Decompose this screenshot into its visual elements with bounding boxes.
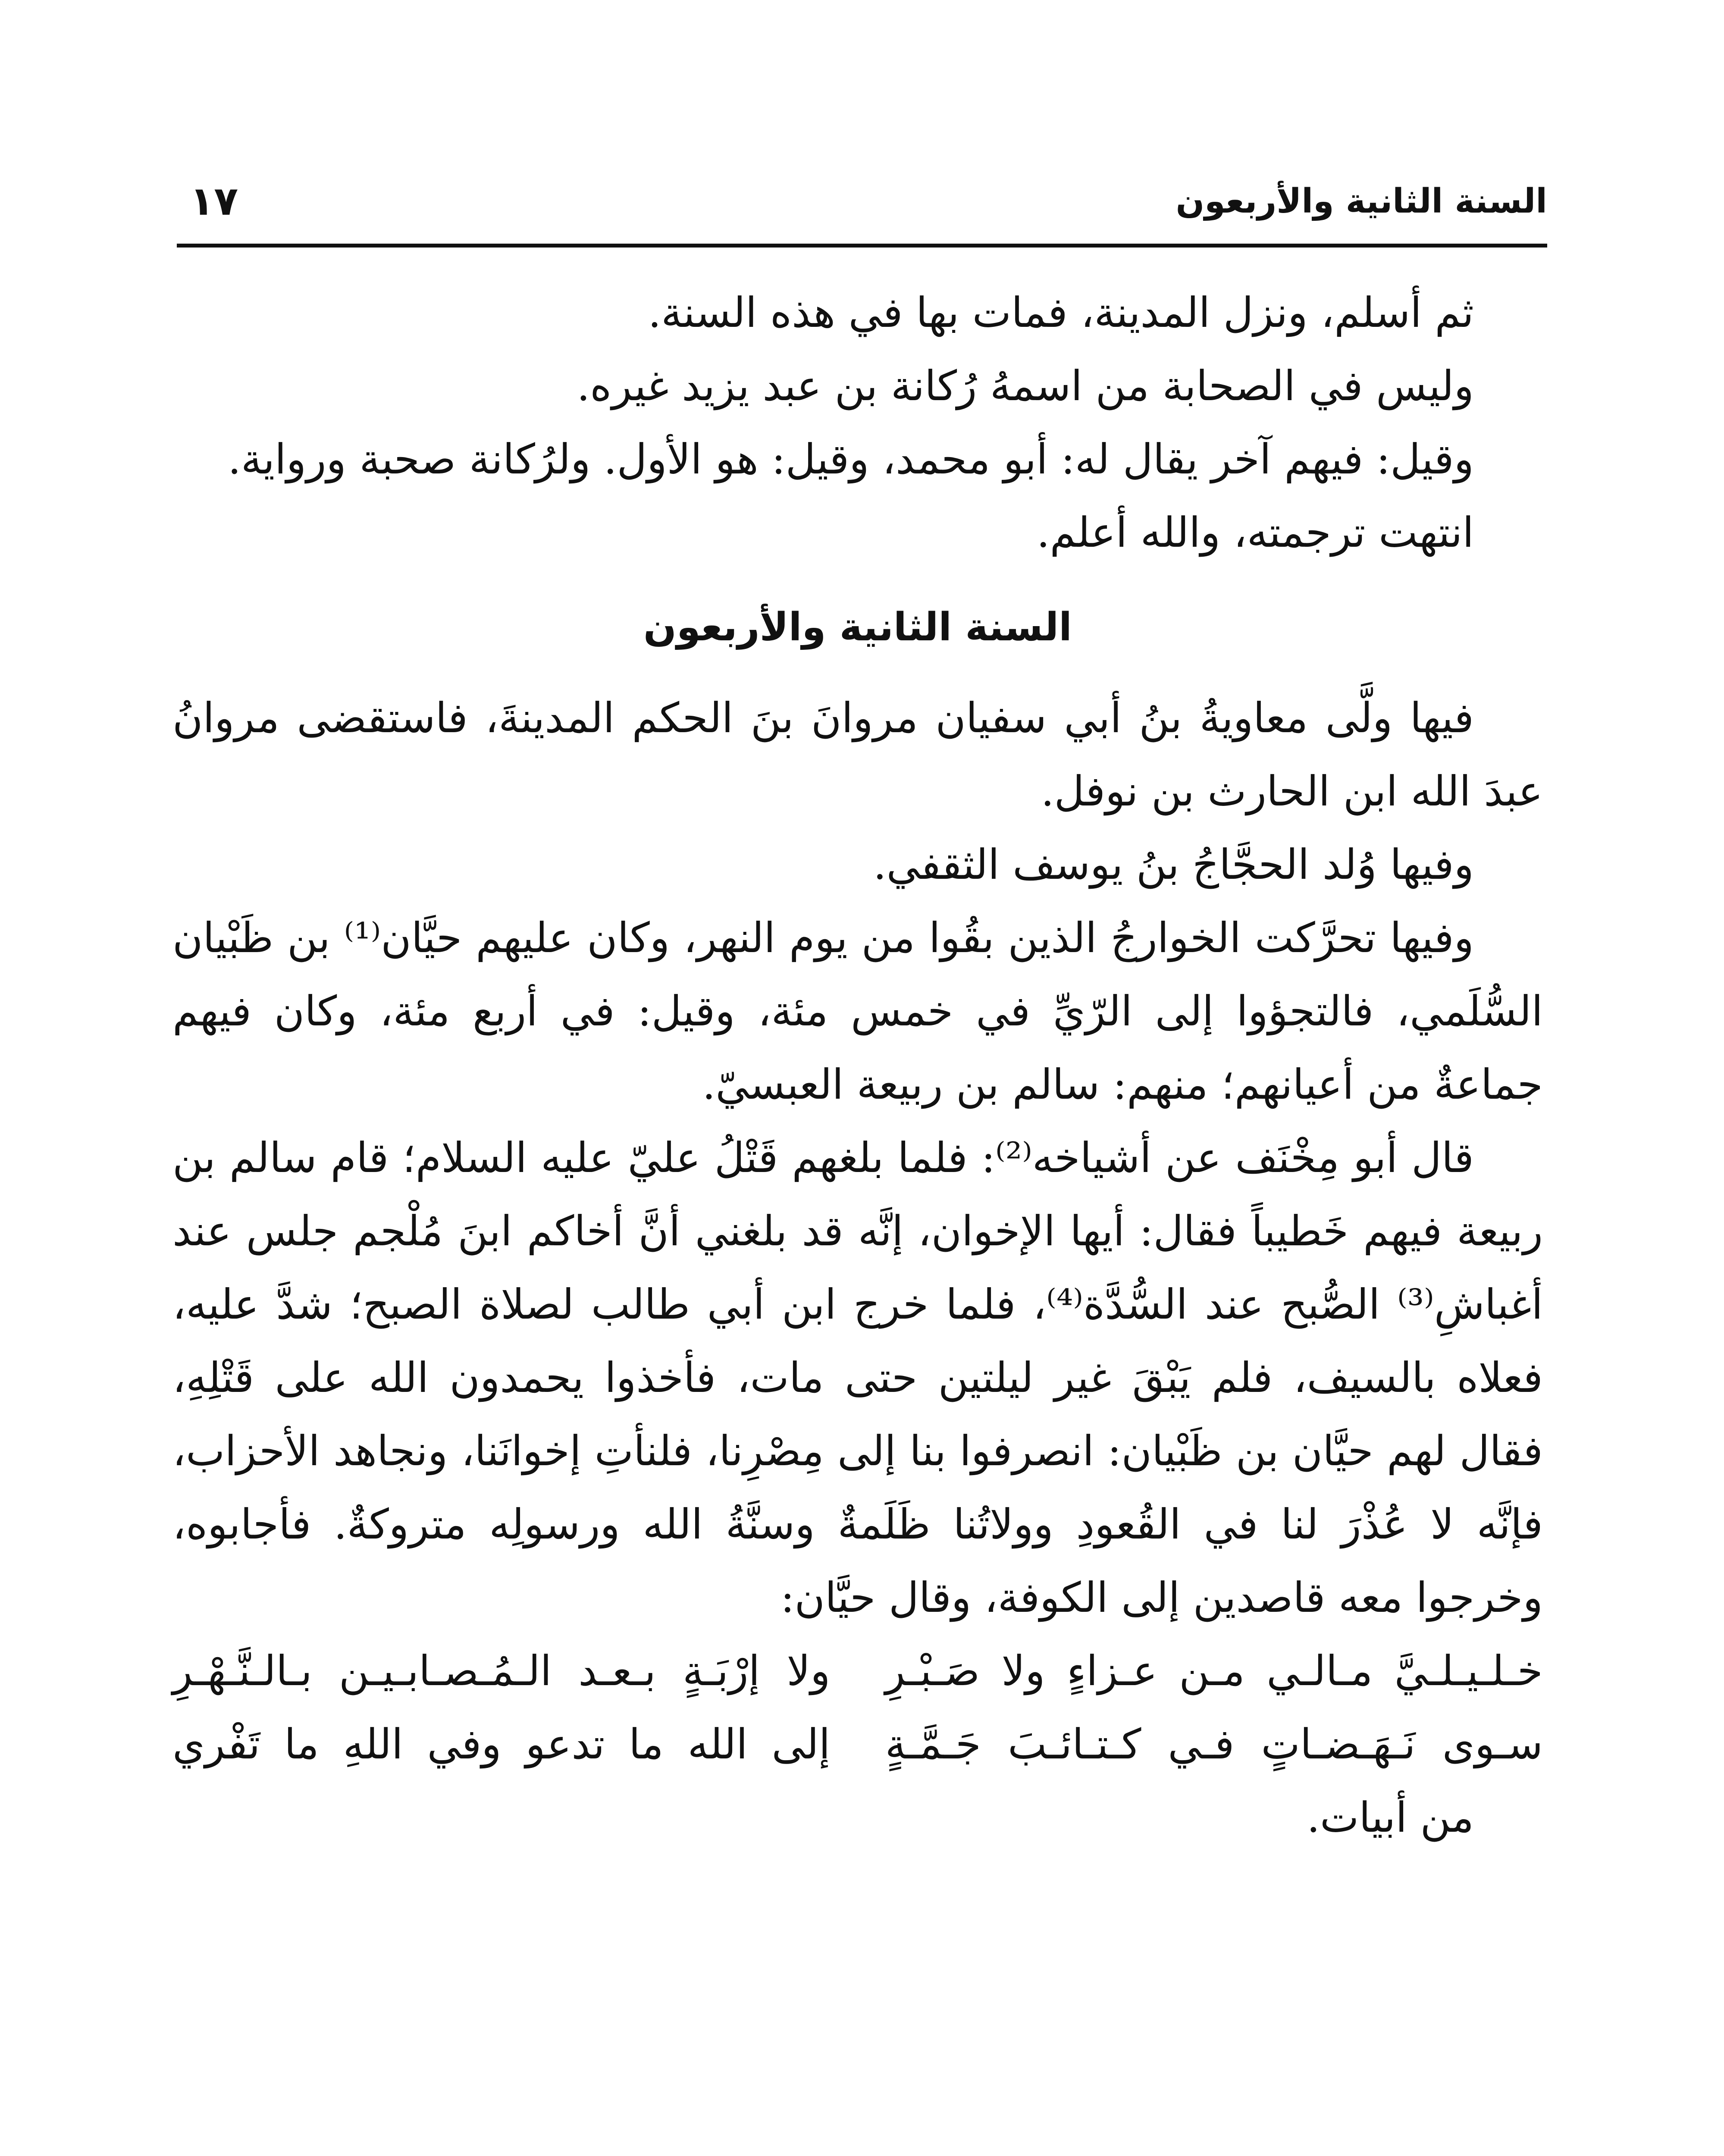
page-number: ١٧ (190, 178, 238, 224)
paragraph: وفيها تحرَّكت الخوارجُ الذين بقُوا من يوم النهر، وكان عليهم حيَّان⁽¹⁾ بن ظَبْيان السُّلَمي، فالتجؤوا إلى الرّيِّ في خمس مئة، وقيل: في أربع مئة، وكان فيهم جماعةٌ من أعيانهم؛ منهم: سالم بن ربيعة العبسيّ. (172, 914, 1543, 1109)
intro-line: انتهت ترجمته، والله أعلم. (1036, 508, 1474, 557)
poem-verse (172, 1634, 1543, 1708)
verse-second-hemistich: ولا إرْبَـةٍ بـعـد الـمُـصـابـيـن بـالـنَّـهْـرِ (172, 1647, 831, 1695)
running-header (177, 164, 1547, 229)
paragraph: وفيها وُلد الحجَّاجُ بنُ يوسف الثقفي. (873, 840, 1474, 889)
running-title: السنة الثانية والأربعون (1175, 182, 1547, 221)
verse-first-hemistich: خـلـيـلـيَّ مـالـي مـن عـزاءٍ ولا صَـبْـرِ (885, 1647, 1543, 1695)
intro-line: وليس في الصحابة من اسمهُ رُكانة بن عبد يزيد غيره. (577, 362, 1474, 410)
main-text (172, 276, 1543, 1854)
section-heading: السنة الثانية والأربعون (643, 605, 1072, 650)
intro-line: ثم أسلم، ونزل المدينة، فمات بها في هذه السنة. (648, 288, 1474, 337)
poem-verse (172, 1708, 1543, 1781)
verse-first-hemistich: سـوى نَـهَـضـاتٍ فـي كـتـائـبَ جَـمَّـةٍ (885, 1720, 1543, 1768)
paragraph: فيها ولَّى معاويةُ بنُ أبي سفيان مروانَ بنَ الحكم المدينةَ، فاستقضى مروانُ عبدَ الله ابن الحارث بن نوفل. (172, 694, 1543, 815)
verse-second-hemistich: إلى الله ما تدعو وفي اللهِ ما تَفْري (172, 1720, 831, 1768)
intro-line: وقيل: فيهم آخر يقال له: أبو محمد، وقيل: هو الأول. ولرُكانة صحبة ورواية. (228, 435, 1474, 483)
after-poem-line: من أبيات. (1307, 1793, 1474, 1842)
header-rule (177, 244, 1547, 248)
paragraph: قال أبو مِخْنَف عن أشياخه⁽²⁾: فلما بلغهم قَتْلُ عليّ عليه السلام؛ قام سالم بن ربيعة فيهم خَطيباً فقال: أيها الإخوان، إنَّه قد بلغني أنَّ أخاكم ابنَ مُلْجم جلس عند أغباشِ⁽³⁾ الصُّبح عند السُّدَّة⁽⁴⁾، فلما خرج ابن أبي طالب لصلاة الصبح؛ شدَّ عليه، فعلاه بالسيف، فلم يَبْقَ غير ليلتين حتى مات، فأخذوا يحمدون الله على قَتْلِهِ، فقال لهم حيَّان بن ظَبْيان: انصرفوا بنا إلى مِصْرِنا، فلنأتِ إخوانَنا، ونجاهد الأحزاب، فإنَّه لا عُذْرَ لنا في القُعودِ وولاتُنا ظَلَمةٌ وسنَّةُ الله ورسولِه متروكةٌ. فأجابوه، وخرجوا معه قاصدين إلى الكوفة، وقال حيَّان: (172, 1134, 1543, 1622)
